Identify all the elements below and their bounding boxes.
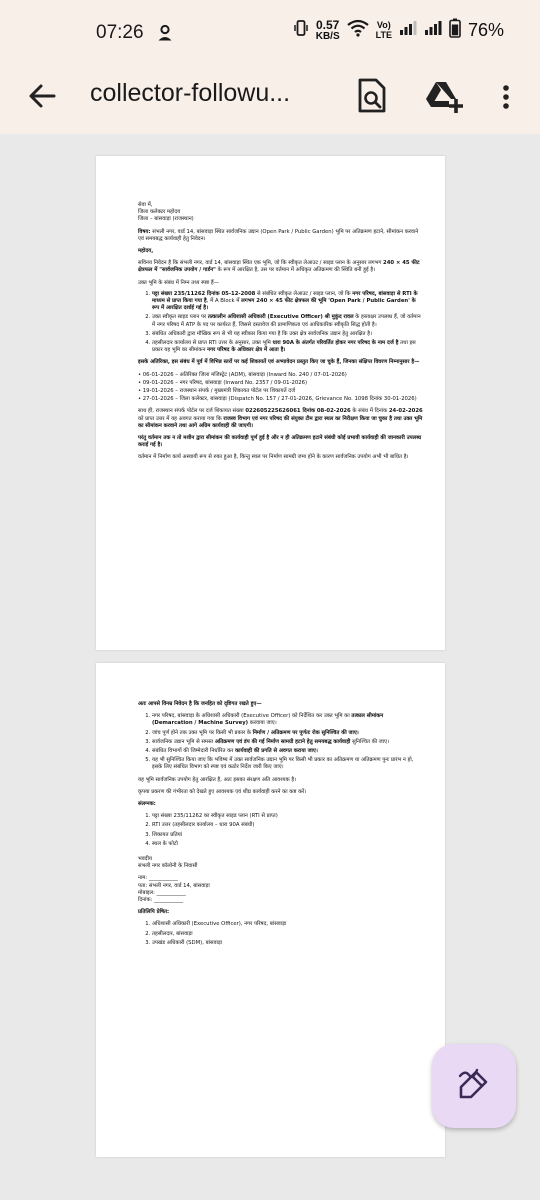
complaints-heading-text: इसके अतिरिक्त, इस संबंध में पूर्व में विभिन्न स्तरों पर कई शिकायतें एवं अभ्यावेदन प्रस्तुत किए जा चुके हैं, जिनका संक्षिप्त विवरण निम्नानुसार है— bbox=[138, 359, 420, 366]
subject-text: संभली नगर, वार्ड 14, बांसवाड़ा स्थित सार्वजनिक उद्यान (Open Park / Public Garden) भूमि पर अतिक्रमण हटाने, सीमांकन करवाने एवं समयबद्ध कार्यवाही हेतु निवेदन। bbox=[138, 228, 419, 242]
fact-bold: धारा 90A के अंतर्गत परिवर्तित होकर नगर परिषद के नाम दर्ज है bbox=[272, 340, 399, 347]
sign-field: मोबाइल: ___________ bbox=[138, 889, 186, 896]
signature-fields bbox=[138, 875, 424, 904]
portal-bold: 022605225626061 दिनांक 08-02-2026 bbox=[245, 408, 351, 415]
enclosure-item: 4. स्थल के फोटो bbox=[152, 841, 424, 848]
net-speed-unit: KB/S bbox=[315, 30, 340, 42]
request-bold: कार्यवाही की प्रगति से अवगत कराया जाए। bbox=[235, 748, 318, 755]
volte-line2: LTE bbox=[375, 30, 392, 40]
request-text: संबंधित विभागों की जिम्मेदारी निर्धारित कर bbox=[152, 748, 236, 755]
greeting-text: महोदय, bbox=[138, 248, 154, 255]
find-in-page-icon[interactable] bbox=[355, 77, 389, 115]
request-list bbox=[152, 713, 424, 771]
enclosure-item: 1. पट्टा संख्या 235/11262 का स्वीकृत साइड प्लान (RTI से प्राप्त) bbox=[152, 813, 424, 820]
pending-text: परंतु वर्तमान तक न तो मशीन द्वारा सीमांकन की कार्यवाही पूर्ण हुई है और न ही अतिक्रमण हटाने संबंधी कोई प्रभावी कार्यवाही की जानकारी उपलब्ध कराई गई है। bbox=[138, 435, 422, 449]
sign-field: नाम: ___________ bbox=[138, 875, 179, 882]
fact-bold: तत्कालीन अधिशासी अधिकारी (Executive Officer) श्री मुकुंद रावल bbox=[207, 314, 354, 321]
pending-paragraph bbox=[138, 435, 424, 449]
enclosures-heading-text: संलग्नक: bbox=[138, 801, 156, 808]
closing-line: संभली नगर कॉलोनी के निवासी bbox=[138, 863, 198, 870]
fact-text: से संबंधित स्वीकृत लेआउट / साइड प्लान, जो कि bbox=[255, 290, 353, 297]
wifi-icon bbox=[347, 19, 369, 41]
request-text: सार्वजनिक उद्यान भूमि से समस्त bbox=[152, 738, 215, 745]
request-text: करवाया जाए। bbox=[248, 720, 277, 727]
pdf-viewer[interactable] bbox=[0, 134, 540, 1200]
status-icons bbox=[293, 18, 504, 42]
intro-bold: 240 × 45 फीट क्षेत्रफल में "सार्वजनिक उपयोग / गार्डन" bbox=[138, 260, 420, 274]
battery-icon bbox=[449, 18, 461, 42]
fact-bold: लगभग 240 × 45 फीट क्षेत्रफल की भूमि 'Open Park / Public Garden' के रूप में आरक्षित दर्शाई गई है। bbox=[152, 298, 416, 312]
net-speed bbox=[316, 19, 340, 42]
request-bold: तत्काल सीमांकन (Demarcation / Machine Survey) bbox=[152, 713, 384, 727]
complaints-heading bbox=[138, 359, 424, 366]
enclosures-list bbox=[152, 813, 424, 848]
signal-icon-sim2 bbox=[424, 20, 442, 40]
status-bar bbox=[0, 0, 540, 62]
fact-item bbox=[152, 340, 424, 354]
facts-list bbox=[152, 291, 424, 355]
fact-text: तथा इस प्रकार यह भूमि का सीमांकन bbox=[152, 340, 416, 354]
complaints-list bbox=[138, 372, 424, 404]
request-text: सुनिश्चित की जाए। bbox=[350, 738, 390, 745]
portal-bold: 24-02-2026 bbox=[388, 408, 423, 415]
salutation-line: जिला – बांसवाड़ा (राजस्थान) bbox=[138, 216, 194, 223]
edit-pen-icon bbox=[457, 1067, 491, 1105]
complaint-item: • 19-01-2026 – राजस्थान संपर्क / मुख्यमंत्री शिकायत पोर्टल पर शिकायतें दर्ज bbox=[138, 388, 296, 395]
person-icon bbox=[156, 24, 174, 46]
enclosures-heading bbox=[138, 801, 424, 808]
request-text: नगर परिषद, बांसवाड़ा के अधिशासी अधिकारी (Executive Officer) को निर्देशित कर उक्त भूमि का bbox=[152, 713, 352, 720]
request-item bbox=[152, 730, 424, 737]
portal-text: को प्राप्त उत्तर में यह अवगत कराया गया कि bbox=[138, 415, 224, 422]
salutation-line: जिला कलेक्टर महोदय bbox=[138, 209, 181, 216]
closing-block bbox=[138, 856, 424, 870]
request-heading bbox=[138, 701, 424, 708]
intro-paragraph bbox=[138, 260, 424, 274]
more-vert-icon[interactable] bbox=[496, 78, 516, 116]
vibrate-icon bbox=[293, 19, 309, 41]
volte-line1: Vo) bbox=[376, 20, 391, 30]
fact-bold: नगर परिषद के अधिकार क्षेत्र में आता है। bbox=[207, 347, 286, 354]
app-bar bbox=[0, 62, 540, 134]
copy-item: 1. अधिशासी अधिकारी (Executive Officer), नगर परिषद, बांसवाड़ा bbox=[152, 921, 424, 928]
request-item bbox=[152, 748, 424, 755]
fact-item bbox=[152, 291, 424, 313]
fact-text: उक्त स्वीकृत साइड प्लान पर bbox=[152, 314, 208, 321]
request-item: 5. यह भी सुनिश्चित किया जाए कि भविष्य में उक्त सार्वजनिक उद्यान भूमि पर किसी भी प्रकार का अतिक्रमण या अतिक्रमण पुनः प्रारंभ न हो, इसके लिए संबंधित विभाग को स्पष्ट एवं कठोर निर्देश जारी किए जाएं। bbox=[152, 757, 424, 771]
fact-item bbox=[152, 314, 424, 328]
complaint-item: • 06-01-2026 – अतिरिक्त जिला मजिस्ट्रेट (ADM), बांसवाड़ा (Inward No. 240 / 07-01-2026) bbox=[138, 371, 347, 378]
copy-item: 2. तहसीलदार, बांसवाड़ा bbox=[152, 931, 424, 938]
complaint-item: • 27-01-2026 – जिला कलेक्टर, बांसवाड़ा (Dispatch No. 157 / 27-01-2026, Grievance No. 1098 दिनांक 30-01-2026) bbox=[138, 396, 417, 403]
document-title: collector-followu... bbox=[90, 79, 291, 107]
sign-field: पता: संभली नगर, वार्ड 14, बांसवाड़ा bbox=[138, 882, 210, 889]
pdf-page-1 bbox=[96, 156, 445, 650]
subject-line bbox=[138, 229, 424, 243]
net-speed-value: 0.57 bbox=[315, 17, 340, 32]
request-item bbox=[152, 713, 424, 727]
fact-text: के हस्ताक्षर उपलब्ध हैं, जो वर्तमान में नगर परिषद में ATP के पद पर कार्यरत हैं, जिससे दस्तावेज की प्रामाणिकता एवं आधिकारिक स्वीकृति सिद्ध होती है। bbox=[152, 314, 421, 328]
fact-text: तहसीलदार कार्यालय से प्राप्त RTI उत्तर के अनुसार, उक्त भूमि bbox=[152, 340, 273, 347]
fact-bold: नगर परिषद, बांसवाड़ा से RTI के माध्यम से प्राप्त किया गया है bbox=[152, 290, 418, 305]
urge-paragraph: कृपया प्रकरण की गंभीरता को देखते हुए आवश्यक एवं शीघ्र कार्यवाही करने का कष्ट करें। bbox=[138, 788, 307, 795]
note-paragraph: यह भूमि सार्वजनिक उपयोग हेतु आरक्षित है, अतः इसका संरक्षण अति आवश्यक है। bbox=[138, 776, 297, 783]
volte-indicator bbox=[376, 20, 392, 40]
portal-bold: राजस्व विभाग एवं नगर परिषद की संयुक्त टीम द्वारा स्थल का निरीक्षण किया जा चुका है तथा उक्त भूमि का सीमांकन करवाने तथा आगे अग्रिम कार्यवाही की जाएगी। bbox=[138, 415, 423, 429]
complaint-item: • 09-01-2026 – नगर परिषद, बांसवाड़ा (Inward No. 2357 / 09-01-2026) bbox=[138, 379, 308, 386]
battery-percent: 76% bbox=[467, 19, 504, 40]
request-item bbox=[152, 739, 424, 746]
signal-icon-sim1 bbox=[399, 20, 417, 40]
request-heading-text: अतः आपसे विनम्र निवेदन है कि जनहित को दृष्टिगत रखते हुए— bbox=[138, 701, 262, 707]
fact-item: 3. संबंधित अधिकारी द्वारा मौखिक रूप से भी यह स्वीकार किया गया है कि उक्त क्षेत्र सार्वजनिक उद्यान हेतु आरक्षित है। bbox=[152, 331, 424, 338]
closing-line: भवदीय bbox=[138, 856, 152, 863]
back-arrow-icon[interactable] bbox=[26, 80, 58, 112]
copy-heading bbox=[138, 909, 424, 916]
sign-field: दिनांक: ___________ bbox=[138, 897, 184, 904]
portal-text: के संबंध में दिनांक bbox=[350, 408, 389, 415]
status-time: 07:26 bbox=[96, 22, 144, 43]
copy-heading-text: प्रतिलिपि प्रेषित: bbox=[138, 909, 170, 916]
intro-text: के रूप में आरक्षित है, उस पर वर्तमान में अधिकृत अतिक्रमण की स्थिति बनी हुई है। bbox=[215, 267, 376, 274]
subject-label: विषय: bbox=[138, 228, 151, 235]
salutation-block bbox=[138, 202, 424, 224]
portal-text: साथ ही, राजस्थान संपर्क पोर्टल पर दर्ज शिकायत संख्या bbox=[138, 408, 246, 415]
copy-list bbox=[152, 921, 424, 947]
facts-heading: उक्त भूमि के संबंध में निम्न तथ्य स्पष्ट हैं— bbox=[138, 279, 220, 286]
edit-fab-button[interactable] bbox=[432, 1044, 516, 1128]
fact-text: , में A Block में bbox=[206, 298, 242, 305]
request-text: जांच पूर्ण होने तक उक्त भूमि पर किसी भी प्रकार के bbox=[152, 729, 253, 736]
enclosure-item: 3. शिकायत प्रतियां bbox=[152, 832, 424, 839]
add-to-drive-icon[interactable] bbox=[425, 79, 465, 115]
portal-paragraph bbox=[138, 408, 424, 430]
greeting bbox=[138, 248, 424, 255]
pdf-page-2 bbox=[96, 663, 445, 1157]
request-bold: अतिक्रमण एवं डंप की गई निर्माण सामग्री हटाने हेतु समयबद्ध कार्यवाही bbox=[214, 738, 351, 745]
fact-bold: पट्टा संख्या 235/11262 दिनांक 05-12-2008 bbox=[152, 290, 256, 297]
current-paragraph: वर्तमान में निर्माण कार्य अस्थायी रूप से रुका हुआ है, किन्तु स्थल पर निर्माण सामग्री जमा होने के कारण सार्वजनिक उपयोग अभी भी बाधित है। bbox=[138, 454, 409, 461]
copy-item: 3. उपखंड अधिकारी (SDM), बांसवाड़ा bbox=[152, 940, 424, 947]
intro-text: सविनय निवेदन है कि संभली नगर, वार्ड 14, बांसवाड़ा स्थित एक भूमि, जो कि स्वीकृत लेआउट / साइड प्लान के अनुसार लगभग bbox=[138, 260, 384, 267]
enclosure-item: 2. RTI उत्तर (तहसीलदार कार्यालय – धारा 90A संबंधी) bbox=[152, 822, 424, 829]
request-bold: निर्माण / अतिक्रमण पर पूर्णतः रोक सुनिश्चित की जाए। bbox=[252, 729, 359, 736]
salutation-line: सेवा में, bbox=[138, 202, 153, 208]
